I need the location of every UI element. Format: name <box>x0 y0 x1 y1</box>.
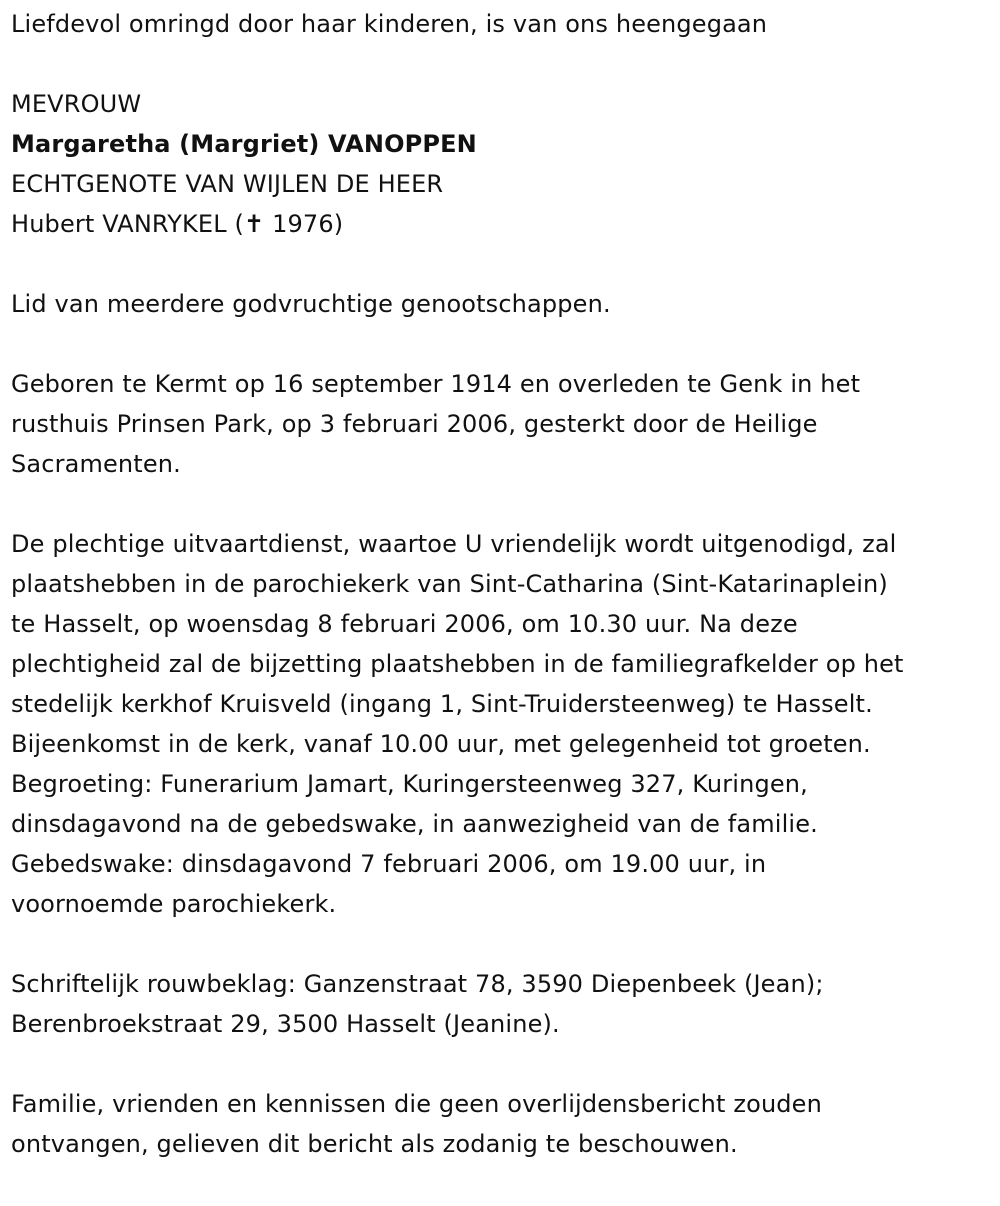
spacer <box>11 1044 996 1084</box>
paragraph-line: Geboren te Kermt op 16 september 1914 en overleden te Genk in het <box>11 370 861 398</box>
paragraph-line: Schriftelijk rouwbeklag: Ganzenstraat 78, 3590 Diepenbeek (Jean); <box>11 970 824 998</box>
paragraph-line: ontvangen, gelieven dit bericht als zodanig te beschouwen. <box>11 1130 738 1158</box>
paragraph-line: plaatshebben in de parochiekerk van Sint-Catharina (Sint-Katarinaplein) <box>11 570 888 598</box>
paragraph-line: dinsdagavond na de gebedswake, in aanwezigheid van de familie. <box>11 810 818 838</box>
paragraph-line: Berenbroekstraat 29, 3500 Hasselt (Jeanine). <box>11 1010 560 1038</box>
paragraph-line: Sacramenten. <box>11 450 181 478</box>
birth-death-paragraph <box>11 364 996 484</box>
obituary-notice <box>11 4 996 1164</box>
service-paragraph <box>11 524 996 924</box>
spacer <box>11 324 996 364</box>
paragraph-line: rusthuis Prinsen Park, op 3 februari 2006, gesterkt door de Heilige <box>11 410 818 438</box>
paragraph-line: Begroeting: Funerarium Jamart, Kuringersteenweg 327, Kuringen, <box>11 770 808 798</box>
spouse-name: Hubert VANRYKEL (✝ 1976) <box>11 210 344 238</box>
paragraph-line: plechtigheid zal de bijzetting plaatshebben in de familiegrafkelder op het <box>11 650 904 678</box>
membership-text: Lid van meerdere godvruchtige genootschappen. <box>11 290 611 318</box>
paragraph-line: voornoemde parochiekerk. <box>11 890 337 918</box>
intro-text: Liefdevol omringd door haar kinderen, is van ons heengegaan <box>11 10 768 38</box>
spacer <box>11 44 996 84</box>
deceased-name: Margaretha (Margriet) VANOPPEN <box>11 130 477 158</box>
condolences-paragraph <box>11 964 996 1044</box>
spacer <box>11 484 996 524</box>
spacer <box>11 244 996 284</box>
spacer <box>11 924 996 964</box>
paragraph-line: Gebedswake: dinsdagavond 7 februari 2006, om 19.00 uur, in <box>11 850 767 878</box>
paragraph-line: Bijeenkomst in de kerk, vanaf 10.00 uur, met gelegenheid tot groeten. <box>11 730 871 758</box>
title-text: MEVROUW <box>11 90 142 118</box>
paragraph-line: Familie, vrienden en kennissen die geen overlijdensbericht zouden <box>11 1090 822 1118</box>
spouse-label: ECHTGENOTE VAN WIJLEN DE HEER <box>11 170 444 198</box>
closing-paragraph <box>11 1084 996 1164</box>
paragraph-line: De plechtige uitvaartdienst, waartoe U vriendelijk wordt uitgenodigd, zal <box>11 530 897 558</box>
paragraph-line: stedelijk kerkhof Kruisveld (ingang 1, Sint-Truidersteenweg) te Hasselt. <box>11 690 873 718</box>
paragraph-line: te Hasselt, op woensdag 8 februari 2006, om 10.30 uur. Na deze <box>11 610 798 638</box>
